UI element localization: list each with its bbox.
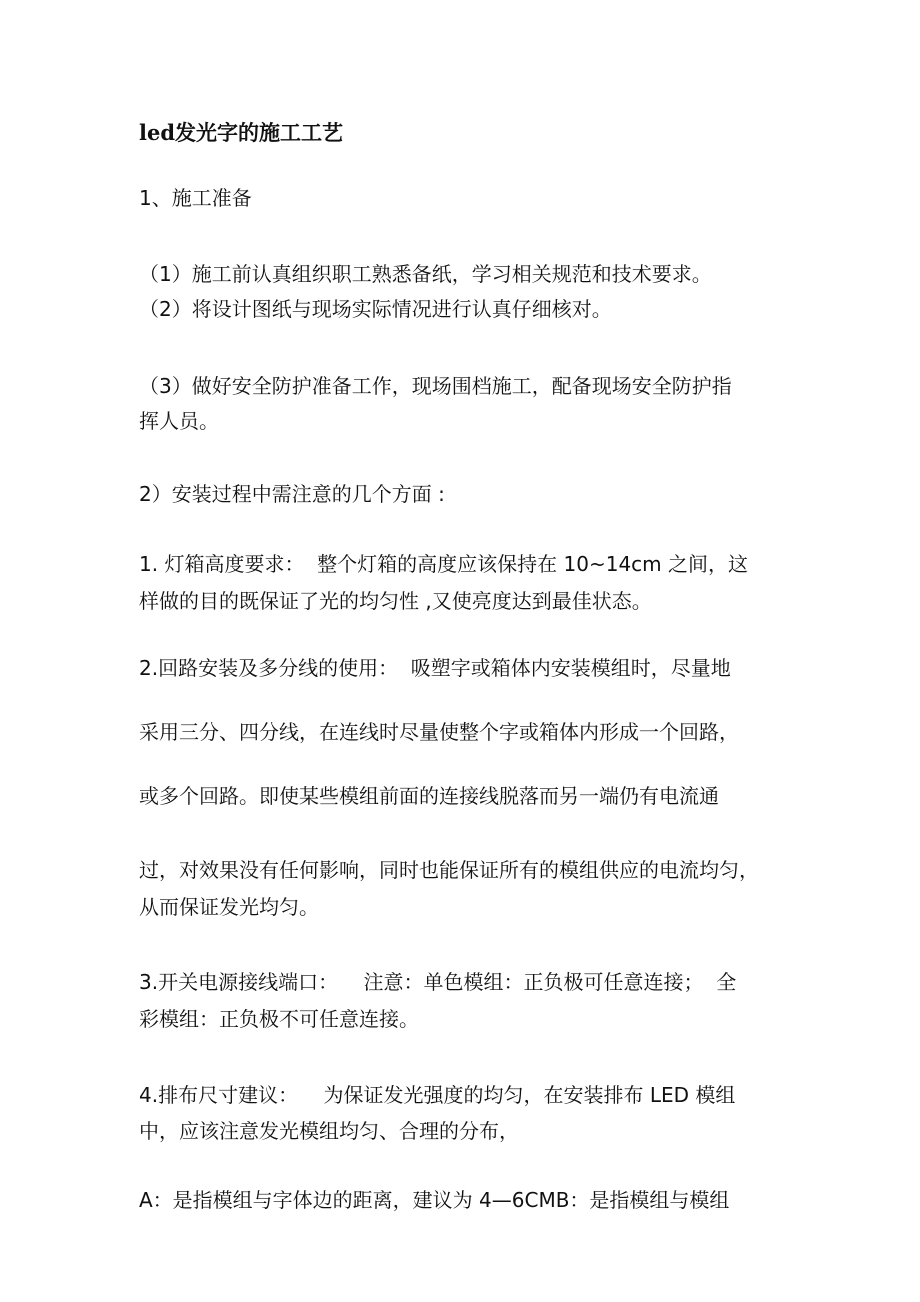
paragraph-line: （1）施工前认真组织职工熟悉备纸，学习相关规范和技术要求。 (139, 262, 712, 286)
paragraph-line: （3）做好安全防护准备工作，现场围档施工，配备现场安全防护指 (139, 374, 732, 398)
paragraph-line: 4.排布尺寸建议： 为保证发光强度的均匀，在安装排布 LED 模组 (139, 1083, 736, 1107)
paragraph-line: 中，应该注意发光模组均匀、合理的分布， (139, 1119, 519, 1143)
paragraph-line: 采用三分、四分线，在连线时尽量使整个字或箱体内形成一个回路， (139, 720, 739, 744)
paragraph-line: 1. 灯箱高度要求： 整个灯箱的高度应该保持在 10~14cm 之间，这 (139, 552, 749, 576)
paragraph-line: 过，对效果没有任何影响，同时也能保证所有的模组供应的电流均匀， (139, 858, 759, 882)
paragraph-line: 样做的目的既保证了光的均匀性 ,又使亮度达到最佳状态。 (139, 589, 652, 613)
paragraph-line: A：是指模组与字体边的距离，建议为 4—6CMB：是指模组与模组 (139, 1188, 730, 1212)
paragraph-line: 3.开关电源接线端口： 注意：单色模组：正负极可任意连接； 全 (139, 970, 737, 994)
paragraph-line: 2.回路安装及多分线的使用： 吸塑字或箱体内安装模组时，尽量地 (139, 656, 731, 680)
paragraph-line: 或多个回路。即使某些模组前面的连接线脱落而另一端仍有电流通 (139, 784, 719, 808)
section-heading-installation: 2）安装过程中需注意的几个方面 : (139, 482, 445, 506)
section-heading-preparation: 1、施工准备 (139, 186, 252, 210)
paragraph-line: 从而保证发光均匀。 (139, 895, 319, 919)
document-title: led发光字的施工工艺 (139, 120, 344, 145)
paragraph-line: 彩模组：正负极不可任意连接。 (139, 1007, 419, 1031)
paragraph-line: （2）将设计图纸与现场实际情况进行认真仔细核对。 (139, 297, 612, 321)
paragraph-line: 挥人员。 (139, 409, 219, 433)
